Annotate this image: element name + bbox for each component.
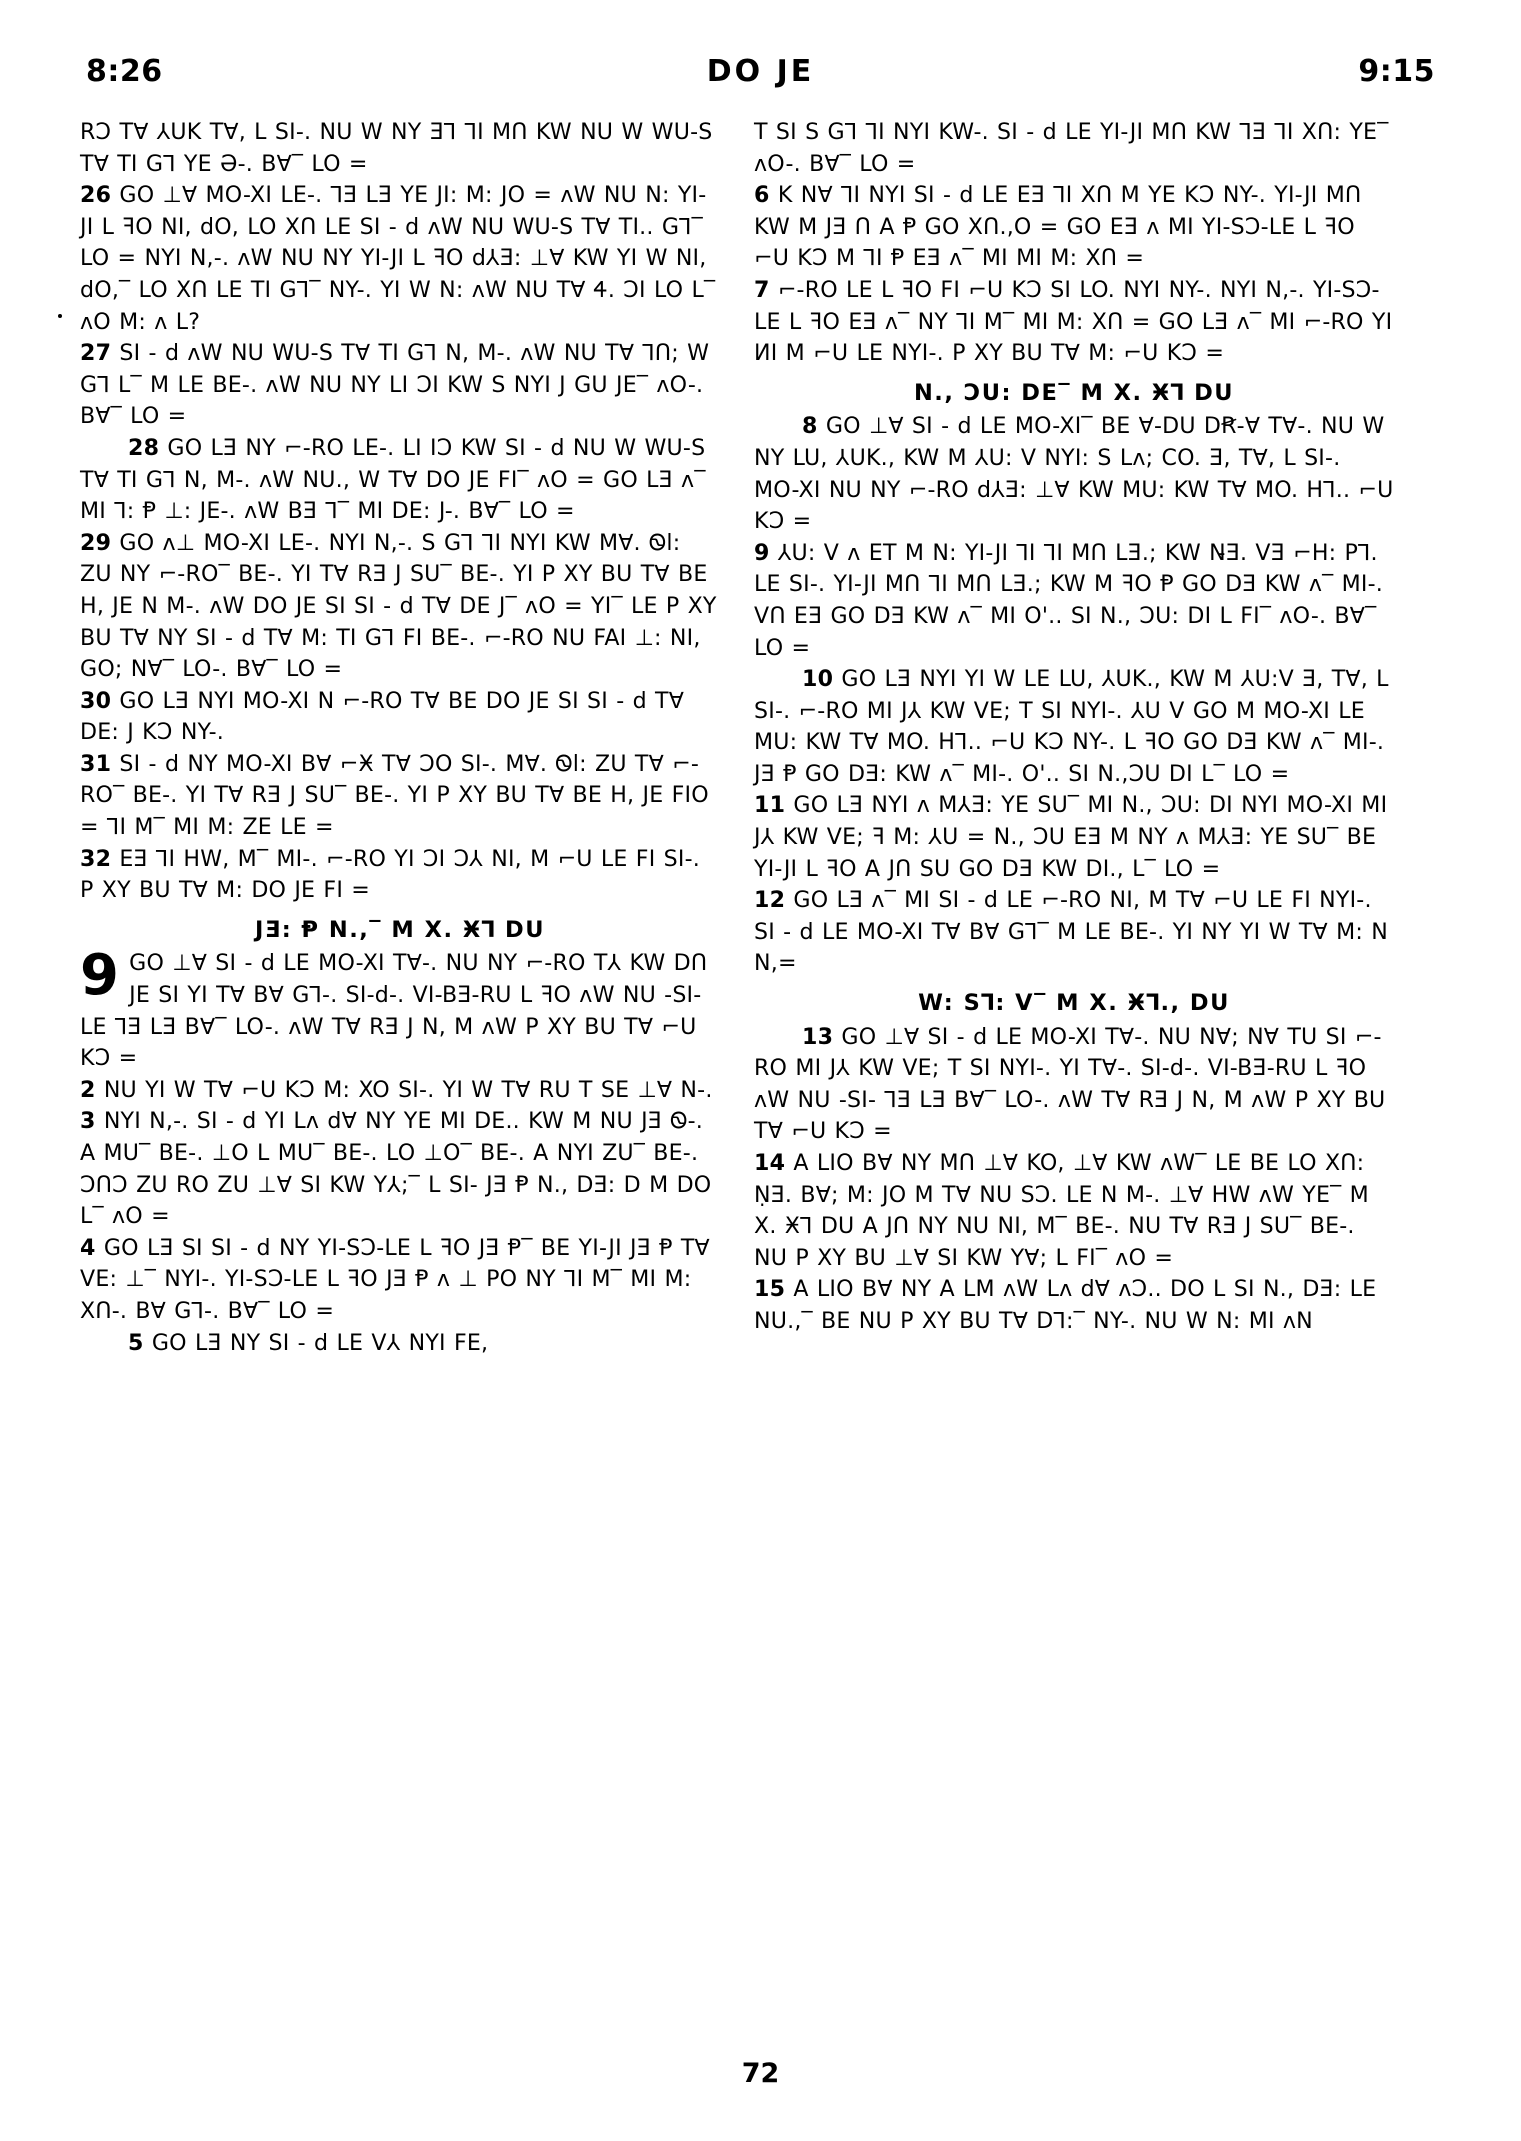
- verse-paragraph: [754, 538, 1394, 664]
- verse-text: T SI S G⅂ ⅂I NYI KW-. SI - d LE YI-JI MՈ KW ⅂Ǝ ⅂I XՈ: YE‾ ᴧO-. B∀‾ LO =: [754, 119, 1397, 177]
- verse-paragraph: [754, 1022, 1394, 1148]
- verse-paragraph: [80, 528, 725, 686]
- header-left-reference: 8:26: [86, 54, 163, 89]
- verse-number: 32: [80, 845, 112, 872]
- verse-number: 30: [80, 687, 112, 714]
- verse-number: 26: [80, 182, 112, 209]
- verse-number: 29: [80, 529, 112, 556]
- verse-number: 14: [754, 1150, 786, 1176]
- verse-paragraph: [80, 1233, 720, 1328]
- verse-number: 7: [754, 276, 770, 303]
- verse-text: GO LƎ NYI ᴧ M⅄Ǝ: YE SU‾ MI N., ƆU: DI NYI MO-XI MI J⅄ KW VE; ꟻ M: ⅄U = N., ƆU EƎ M NY ᴧ M⅄Ǝ: YE SU‾ BE YI-JI L ꟻO A JՈ SU GO DƎ KW DI., L‾ LO =: [754, 792, 1396, 882]
- verse-text: ⅄U: V ᴧ ET M N: YI-JI ⅂I ⅂I MՈ LƎ.; KW N̵Ǝ. VƎ ⌐H: P⅂. LE SI-. YI-JI MՈ ⅂I MՈ LƎ.; KW M ꟻO Ᵽ GO DƎ KW ᴧ‾ MI-. VՈ EƎ GO DƎ KW ᴧ‾ MI O'.. SI N., ƆU: DI L FI‾ ᴧO-. B∀‾ LO =: [754, 539, 1392, 661]
- section-subheading: W: S⅂: V‾ M X. Ӿ⅂., DU: [918, 990, 1230, 1017]
- verse-paragraph: [754, 411, 1402, 537]
- verse-text: A LIO B∀ NY A LM ᴧW Lᴧ d∀ ᴧƆ.. DO L SI N., DƎ: LE NU.,‾ BE NU P XY BU T∀ D⅂:‾ NY-. NU W N: MI ᴧN: [754, 1276, 1385, 1334]
- verse-text: GO LƎ ᴧ‾ MI SI - d LE ⌐-RO NI, M T∀ ⌐U LE FI NYI-. SI - d LE MO-XI T∀ B∀ G⅂‾ M LE BE-. YI NY YI W T∀ M: N N,=: [754, 887, 1397, 977]
- text-columns: [80, 117, 1441, 1997]
- verse-paragraph: [80, 686, 720, 749]
- verse-number: 28: [128, 434, 160, 461]
- verse-paragraph: [754, 664, 1397, 790]
- verse-text: ⌐-RO LE L ꟻO FI ⌐U KƆ SI LO. NYI NY-. NYI N,-. YI-SƆ-LE L ꟻO EƎ ᴧ‾ NY ⅂I M‾ MI M: XՈ = GO LƎ ᴧ‾ MI ⌐-RO YI ИI M ⌐U LE NYI-. P XY BU T∀ M: ⌐U KƆ =: [754, 276, 1401, 367]
- verse-paragraph: [754, 790, 1394, 885]
- stray-ink-mark: [58, 314, 62, 318]
- verse-number: 5: [128, 1329, 144, 1356]
- verse-text: GO ⊥∀ SI - d LE MO-XI‾ BE ∀-DU DꞦ-∀ T∀-. NU W NY LU, ⅄UK., KW M ⅄U: V NYI: S Lᴧ; CO. Ǝ, T∀, L SI-. MO-XI NU NY ⌐-RO d⅄Ǝ: ⊥∀ KW MU: KW T∀ MO. H⅂.. ⌐U KƆ =: [754, 413, 1402, 535]
- verse-number: 8: [802, 413, 818, 440]
- section-subheading: N., ƆU: DE‾ M X. Ӿ⅂ DU: [913, 379, 1235, 406]
- verse-text: GO ⊥∀ SI - d LE MO-XI T∀-. NU N∀; N∀ TU SI ⌐-RO MI J⅄ KW VE; T SI NYI-. YI T∀-. SI-d-. VI-BƎ-RU L ꟻO ᴧW NU -SI- ⅂Ǝ LƎ B∀‾ LO-. ᴧW T∀ RƎ J N, M ᴧW P XY BU T∀ ⌐U KƆ =: [754, 1023, 1394, 1145]
- chapter-opening-paragraph: [80, 943, 720, 1074]
- verse-number: 15: [754, 1276, 786, 1303]
- verse-paragraph: [80, 749, 720, 844]
- verse-text: K N∀ ⅂I NYI SI - d LE EƎ ⅂I XՈ M YE KƆ NY-. YI-JI MՈ KW M JƎ Ո A Ᵽ GO XՈ.,O = GO EƎ ᴧ MI YI-SƆ-LE L ꟻO ⌐U KƆ M ⅂I Ᵽ EƎ ᴧ‾ MI MI M: XՈ =: [754, 182, 1370, 272]
- verse-text: GO ⊥∀ SI - d LE MO-XI T∀-. NU NY ⌐-RO T⅄ KW DՈ JE SI YI T∀ B∀ G⅂-. SI-d-. VI-BƎ-RU L ꟻO ᴧW NU -SI- LE ⅂Ǝ LƎ B∀‾ LO-. ᴧW T∀ RƎ J N, M ᴧW P XY BU T∀ ⌐U KƆ =: [80, 950, 716, 1072]
- verse-text: GO LƎ NY ⌐-RO LE-. LI IƆ KW SI - d NU W WU-S T∀ TI G⅂ N, M-. ᴧW NU., W T∀ DO JE FI‾ ᴧO = GO LƎ ᴧ‾ MI ⅂: Ᵽ ⊥: JE-. ᴧW BƎ ⅂‾ MI DE: J-. B∀‾ LO =: [80, 434, 714, 525]
- verse-text: GO LƎ NYI MO-XI N ⌐-RO T∀ BE DO JE SI SI - d T∀ DE: J KƆ NY-.: [80, 687, 693, 746]
- verse-number: 31: [80, 750, 112, 777]
- verse-paragraph: [80, 1075, 720, 1107]
- verse-number: 9: [754, 539, 770, 566]
- verse-paragraph: [80, 180, 724, 338]
- page-header: [86, 54, 1435, 89]
- verse-paragraph: [80, 1328, 720, 1360]
- verse-text: GO ᴧ⊥ MO-XI LE-. NYI N,-. S G⅂ ⅂I NYI KW M∀. Ꮻl: ZU NY ⌐-RO‾ BE-. YI T∀ RƎ J SU‾ BE-. YI P XY BU T∀ BE H, JE N M-. ᴧW DO JE SI SI - d T∀ DE J‾ ᴧO = YI‾ LE P XY BU T∀ NY SI - d T∀ M: TI G⅂ FI BE-. ⌐-RO NU FAI ⊥: NI, GO; N∀‾ LO-. B∀‾ LO =: [80, 529, 725, 683]
- verse-number: 2: [80, 1076, 96, 1103]
- section-subheading: JƎ: Ᵽ N.,‾ M X. Ӿ⅂ DU: [254, 916, 546, 943]
- verse-text: GO ⊥∀ MO-XI LE-. ⅂Ǝ LƎ YE JI: M: JO = ᴧW NU N: YI-JI L ꟻO NI, dO, LO XՈ LE SI - d ᴧW NU WU-S T∀ TI.. G⅂‾ LO = NYI N,-. ᴧW NU NY YI-JI L ꟻO d⅄Ǝ: ⊥∀ KW YI W NI, dO,‾ LO XՈ LE TI G⅂‾ NY-. YI W N: ᴧW NU T∀ Ꮞ. ƆI LO L‾ ᴧO M: ᴧ L?: [80, 182, 724, 335]
- header-book-title: DO JE: [706, 54, 815, 89]
- verse-paragraph: [80, 433, 720, 528]
- verse-number: 13: [802, 1023, 834, 1050]
- verse-text: EƎ ⅂I HW, M‾ MI-. ⌐-RO YI ƆI Ɔ⅄ NI, M ⌐U LE FI SI-. P XY BU T∀ M: DO JE FI =: [80, 845, 709, 904]
- verse-paragraph: [754, 1148, 1394, 1274]
- verse-paragraph: [80, 117, 720, 180]
- verse-text: NU YI W T∀ ⌐U KƆ M: XO SI-. YI W T∀ RU T SE ⊥∀ N-.: [103, 1076, 713, 1103]
- verse-number: 27: [80, 340, 112, 367]
- verse-number: 4: [80, 1234, 96, 1261]
- verse-paragraph: [754, 275, 1401, 370]
- verse-text: NYI N,-. SI - d YI Lᴧ d∀ NY YE MI DE.. KW M NU JƎ Ꮻ-. A MU‾ BE-. ⊥O L MU‾ BE-. LO ⊥O‾ BE-. A NYI ZU‾ BE-. ƆՈƆ ZU RO ZU ⊥∀ SI KW Y⅄;‾ L SI- JƎ Ᵽ N., DƎ: D M DO L‾ ᴧO =: [80, 1108, 720, 1230]
- verse-text: SI - d NY MO-XI B∀ ⌐Ӿ T∀ ƆO SI-. M∀. Ꮻl: ZU T∀ ⌐-RO‾ BE-. YI T∀ RƎ J SU‾ BE-. YI P XY BU T∀ BE H, JE FIO = ⅂I M‾ MI M: ZE LE =: [80, 750, 718, 841]
- verse-text: GO LƎ NYI YI W LE LU, ⅄UK., KW M ⅄U:V Ǝ, T∀, L SI-. ⌐-RO MI J⅄ KW VE; T SI NYI-. ⅄U V GO M MO-XI LE MU: KW T∀ MO. H⅂.. ⌐U KƆ NY-. L ꟻO GO DƎ KW ᴧ‾ MI-. JƎ Ᵽ GO DƎ: KW ᴧ‾ MI-. O'.. SI N.,ƆU DI L‾ LO =: [754, 666, 1397, 787]
- verse-paragraph: [80, 844, 720, 907]
- verse-text: A LIO B∀ NY MՈ ⊥∀ KO, ⊥∀ KW ᴧW‾ LE BE LO XՈ: ṆƎ. B∀; M: JO M T∀ NU SƆ. LE N M-. ⊥∀ HW ᴧW YE‾ M X. Ӿ⅂ DU A JՈ NY NU NI, M‾ BE-. NU T∀ RƎ J SU‾ BE-. NU P XY BU ⊥∀ SI KW Y∀; L FI‾ ᴧO =: [754, 1150, 1378, 1271]
- verse-paragraph: [754, 117, 1397, 180]
- verse-number: 12: [754, 887, 786, 914]
- verse-text: GO LƎ NY SI - d LE V⅄ NYI FE,: [151, 1329, 489, 1356]
- verse-paragraph: [80, 338, 720, 433]
- chapter-drop-cap: 9: [80, 943, 120, 1009]
- verse-text: SI - d ᴧW NU WU-S T∀ TI G⅂ N, M-. ᴧW NU T∀ ⅂Ո; W G⅂ L‾ M LE BE-. ᴧW NU NY LI ƆI KW S NYI J GU JE‾ ᴧO-. B∀‾ LO =: [80, 340, 718, 430]
- left-text-column: [80, 117, 725, 1997]
- verse-paragraph: [80, 1106, 720, 1232]
- verse-number: 10: [802, 666, 834, 693]
- verse-text: GO LƎ SI SI - d NY YI-SƆ-LE L ꟻO JƎ Ᵽ‾ BE YI-JI JƎ Ᵽ T∀ VE: ⊥‾ NYI-. YI-SƆ-LE L ꟻO JƎ Ᵽ ᴧ ⊥ PO NY ⅂I M‾ MI M: XՈ-. B∀ G⅂-. B∀‾ LO =: [80, 1234, 719, 1324]
- header-right-reference: 9:15: [1358, 54, 1435, 89]
- verse-text: RƆ T∀ ⅄UK T∀, L SI-. NU W NY Ǝ⅂ ⅂I MՈ KW NU W WU-S T∀ TI G⅂ YE Ә-. B∀‾ LO =: [80, 119, 721, 177]
- verse-number: 11: [754, 792, 786, 819]
- verse-paragraph: [754, 180, 1394, 275]
- right-text-column: [754, 117, 1402, 1997]
- page-number: 72: [741, 2058, 780, 2089]
- verse-paragraph: [754, 1274, 1394, 1337]
- verse-number: 3: [80, 1108, 96, 1135]
- verse-number: 6: [754, 182, 770, 209]
- verse-paragraph: [754, 885, 1397, 980]
